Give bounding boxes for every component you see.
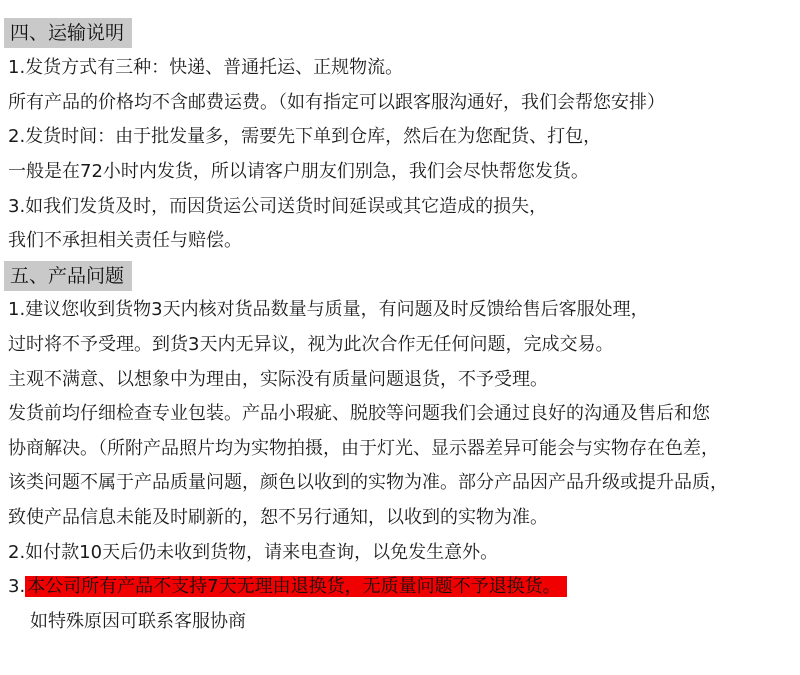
product-line-8: 2.如付款10天后仍未收到货物，请来电查询，以免发生意外。 — [8, 542, 499, 563]
product-line-5: 协商解决。（所附产品照片均为实物拍摄，由于灯光、显示器差异可能会与实物存在色差， — [8, 438, 719, 459]
section-heading-shipping: 四、运输说明 — [4, 18, 132, 48]
section-heading-product-issues: 五、产品问题 — [4, 261, 132, 291]
shipping-line-3: 2.发货时间：由于批发量多，需要先下单到仓库，然后在为您配货、打包， — [8, 126, 602, 147]
contact-service-line: 如特殊原因可联系客服协商 — [30, 611, 246, 632]
product-line-4: 发货前均仔细检查专业包装。产品小瑕疵、脱胶等问题我们会通过良好的沟通及售后和您 — [8, 403, 710, 424]
no-return-policy-line — [8, 572, 567, 602]
shipping-line-1: 1.发货方式有三种：快递、普通托运、正规物流。 — [8, 57, 404, 78]
product-line-3: 主观不满意、以想象中为理由，实际没有质量问题退货，不予受理。 — [8, 369, 548, 390]
no-return-highlight: 本公司所有产品不支持7天无理由退换货，无质量问题不予退换货。 — [25, 576, 566, 597]
shipping-line-6: 我们不承担相关责任与赔偿。 — [8, 230, 242, 251]
product-line-1: 1.建议您收到货物3天内核对货品数量与质量，有问题及时反馈给售后客服处理， — [8, 299, 649, 320]
product-line-6: 该类问题不属于产品质量问题，颜色以收到的实物为准。部分产品因产品升级或提升品质， — [8, 472, 728, 493]
item-number: 3. — [8, 576, 26, 597]
product-line-7: 致使产品信息未能及时刷新的，恕不另行通知，以收到的实物为准。 — [8, 507, 548, 528]
shipping-line-5: 3.如我们发货及时，而因货运公司送货时间延误或其它造成的损失， — [8, 196, 548, 217]
product-line-2: 过时将不予受理。到货3天内无异议，视为此次合作无任何问题，完成交易。 — [8, 334, 614, 355]
shipping-line-2: 所有产品的价格均不含邮费运费。（如有指定可以跟客服沟通好，我们会帮您安排） — [8, 92, 665, 113]
shipping-line-4: 一般是在72小时内发货，所以请客户朋友们别急，我们会尽快帮您发货。 — [8, 161, 589, 182]
